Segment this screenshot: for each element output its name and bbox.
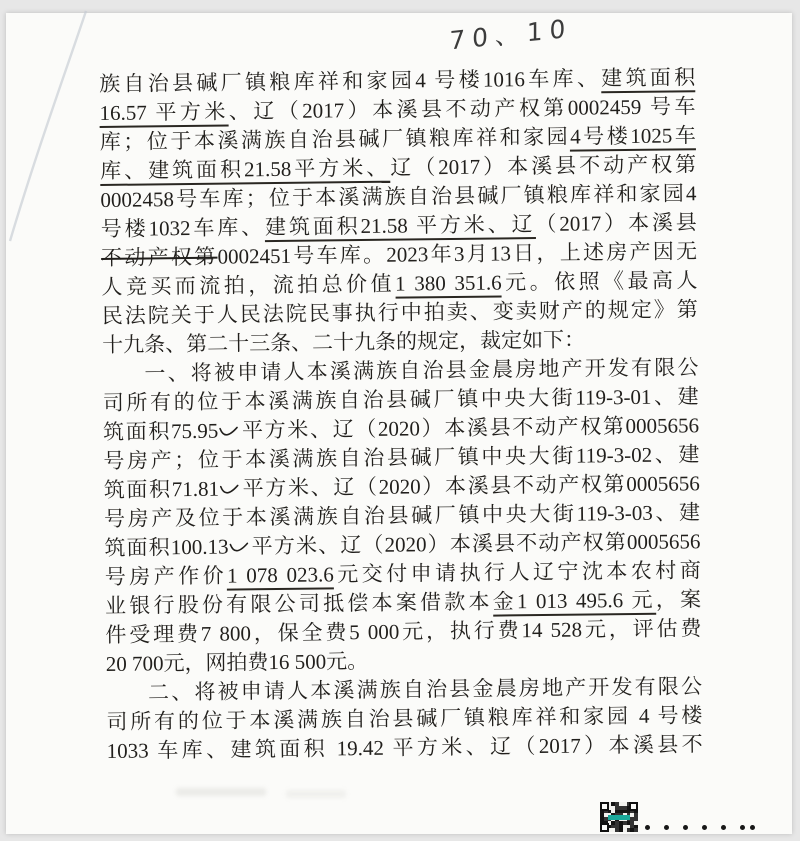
text-run: 号房产；位于本溪满族自治县碱厂镇中央大街119-3-02、建 bbox=[103, 442, 700, 473]
text-run: 库；位于本溪满族自治县碱厂镇粮库祥和家园 bbox=[99, 124, 571, 154]
text-line-24 bbox=[107, 730, 703, 766]
text-run: 族自治县碱厂镇粮库祥和家园4 号楼1016车库、 bbox=[99, 66, 602, 96]
text-run: 十九条、第二十三条、二十九条的规定，裁定如下： bbox=[101, 327, 586, 357]
dot bbox=[721, 825, 726, 830]
underlined-text: 1 078 023.6 bbox=[227, 562, 334, 590]
qr-finder-icon bbox=[600, 802, 609, 811]
dot bbox=[740, 825, 745, 830]
dot bbox=[702, 825, 707, 830]
ink-bleed-mark bbox=[176, 788, 266, 796]
text-run: （2017）本溪县 bbox=[535, 210, 697, 237]
text-run: 筑面积71.81 bbox=[103, 476, 220, 502]
dot bbox=[645, 825, 650, 830]
text-run: 0002458号车库；位于本溪满族自治县碱厂镇粮库祥和家园4 bbox=[100, 181, 697, 212]
dot bbox=[664, 825, 669, 830]
handwritten-note: 70、10 bbox=[449, 13, 573, 56]
handwritten-tick-icon bbox=[219, 425, 239, 438]
qr-finder-icon bbox=[600, 823, 609, 832]
document-page bbox=[6, 13, 792, 834]
text-run: 平方米、辽（2020）本溪县不动产权第0005656 bbox=[240, 413, 700, 443]
text-run: 司所有的位于本溪满族自治县碱厂镇粮库祥和家园 4 号楼 bbox=[106, 703, 703, 734]
underlined-text: 金1 013 495.6 元 bbox=[493, 588, 656, 617]
underlined-text: 1 380 351.6 bbox=[395, 270, 502, 298]
underlined-text: 建筑面积21.58 平方米、辽 bbox=[265, 212, 536, 242]
text-run: 平方米、辽（2020）本溪县不动产权第0005656 bbox=[240, 471, 700, 501]
qr-finder-icon bbox=[629, 802, 638, 811]
qr-teal-bar bbox=[608, 815, 630, 820]
text-run: 0002451号车库。2023年3月13日，上述房产因无 bbox=[217, 239, 698, 269]
underlined-text: 库、建筑面积21.58平方米、 bbox=[100, 156, 390, 186]
text-run: 民法院关于人民法院民事执行中拍卖、变卖财产的规定》第 bbox=[101, 297, 698, 328]
text-run: ，案 bbox=[655, 587, 702, 612]
handwritten-tick-icon bbox=[220, 483, 240, 496]
text-run: 号房产及位于本溪满族自治县碱厂镇中央大街119-3-03、建 bbox=[103, 500, 701, 531]
text-run: 筑面积75.95 bbox=[102, 418, 219, 444]
underlined-text: 建筑面积 bbox=[601, 65, 695, 93]
dot bbox=[750, 825, 755, 830]
text-run: 元交付申请执行人辽宁沈本农村商 bbox=[333, 558, 701, 587]
text-run: 20 700元，网拍费16 500元。 bbox=[105, 648, 369, 676]
text-run: 号房产作价 bbox=[104, 563, 228, 589]
text-run: 、辽（2017）本溪县不动产权第0002459 号车 bbox=[228, 94, 696, 124]
text-run: 件受理费7 800，保全费5 000元，执行费14 528元，评估费 bbox=[105, 616, 702, 647]
text-run: 司所有的位于本溪满族自治县碱厂镇中央大街119-3-01、建 bbox=[102, 384, 699, 415]
text-run: 辽（2017）本溪县不动产权第 bbox=[390, 152, 697, 180]
qr-code bbox=[600, 802, 638, 832]
text-run: 业银行股份有限公司抵偿本案借款本 bbox=[104, 589, 493, 618]
underlined-text: 4号楼1025车 bbox=[570, 123, 696, 151]
struck-text: 不动产权第 bbox=[100, 244, 218, 270]
underlined-text: 16.57 平方米 bbox=[99, 100, 229, 128]
text-run: 一、将被申请人本溪满族自治县金晨房地产开发有限公 bbox=[144, 355, 699, 386]
text-run: 元。依照《最高人 bbox=[501, 268, 698, 295]
stamp-dots bbox=[645, 825, 755, 830]
text-run: 筑面积100.13 bbox=[104, 534, 229, 560]
text-run: 人竞买而流拍，流拍总价值 bbox=[101, 271, 396, 299]
page-crease-line bbox=[6, 7, 96, 252]
text-run: 号楼1032车库、 bbox=[100, 215, 266, 241]
text-run: 1033 车库、建筑面积 19.42 平方米、辽（2017）本溪县不 bbox=[106, 732, 703, 763]
handwritten-tick-icon bbox=[230, 541, 250, 554]
text-run: 二、将被申请人本溪满族自治县金晨房地产开发有限公 bbox=[147, 674, 703, 705]
dot bbox=[683, 825, 688, 830]
text-block bbox=[99, 63, 703, 766]
ink-bleed-mark bbox=[286, 790, 346, 798]
text-run: 平方米、辽（2020）本溪县不动产权第0005656 bbox=[250, 529, 701, 559]
